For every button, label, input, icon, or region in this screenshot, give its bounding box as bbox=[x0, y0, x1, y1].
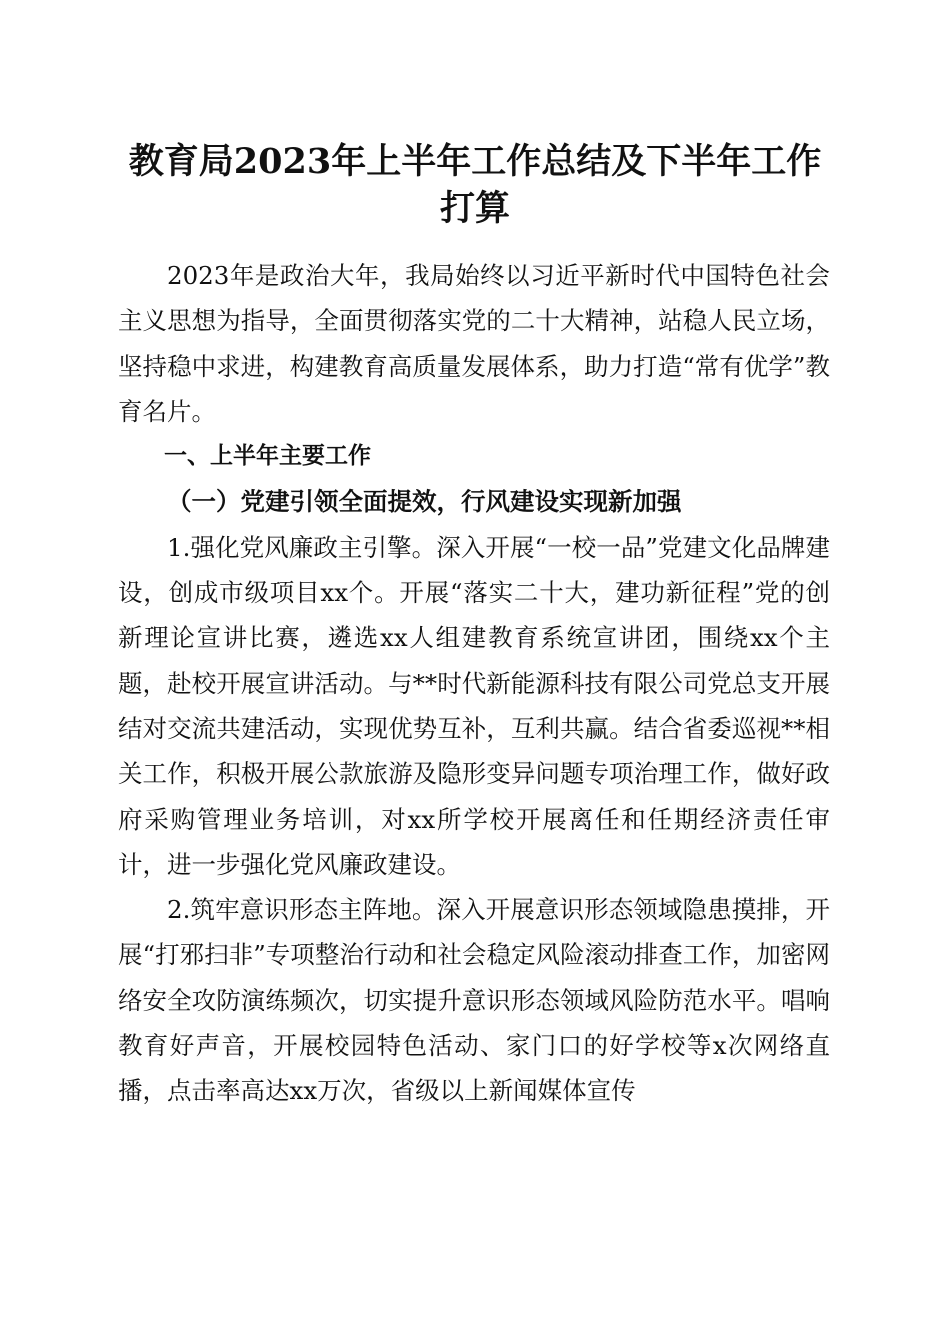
title-line-2: 打算 bbox=[439, 188, 510, 229]
document-body bbox=[118, 253, 830, 1114]
intro-paragraph: 2023年是政治大年，我局始终以习近平新时代中国特色社会主义思想为指导，全面贯彻落实党的二十大精神，站稳人民立场，坚持稳中求进，构建教育高质量发展体系，助力打造“常有优学”教育名片。 bbox=[118, 261, 830, 426]
document-title bbox=[110, 138, 840, 232]
title-line-1: 教育局2023年上半年工作总结及下半年工作 bbox=[128, 141, 822, 182]
section-heading: 一、上半年主要工作 bbox=[164, 443, 371, 470]
paragraph-2: 2.筑牢意识形态主阵地。深入开展意识形态领域隐患摸排，开展“打邪扫非”专项整治行动和社会稳定风险滚动排查工作，加密网络安全攻防演练频次，切实提升意识形态领域风险防范水平。唱响教育好声音，开展校园特色活动、家门口的好学校等x次网络直播，点击率高达xx万次，省级以上新闻媒体宣传 bbox=[118, 895, 830, 1106]
paragraph-1: 1.强化党风廉政主引擎。深入开展“一校一品”党建文化品牌建设，创成市级项目xx个。开展“落实二十大，建功新征程”党的创新理论宣讲比赛，遴选xx人组建教育系统宣讲团，围绕xx个主题，赴校开展宣讲活动。与**时代新能源科技有限公司党总支开展结对交流共建活动，实现优势互补，互利共赢。结合省委巡视**相关工作，积极开展公款旅游及隐形变异问题专项治理工作，做好政府采购管理业务培训，对xx所学校开展离任和任期经济责任审计，进一步强化党风廉政建设。 bbox=[118, 532, 830, 879]
subsection-heading: （一）党建引领全面提效，行风建设实现新加强 bbox=[167, 487, 682, 517]
